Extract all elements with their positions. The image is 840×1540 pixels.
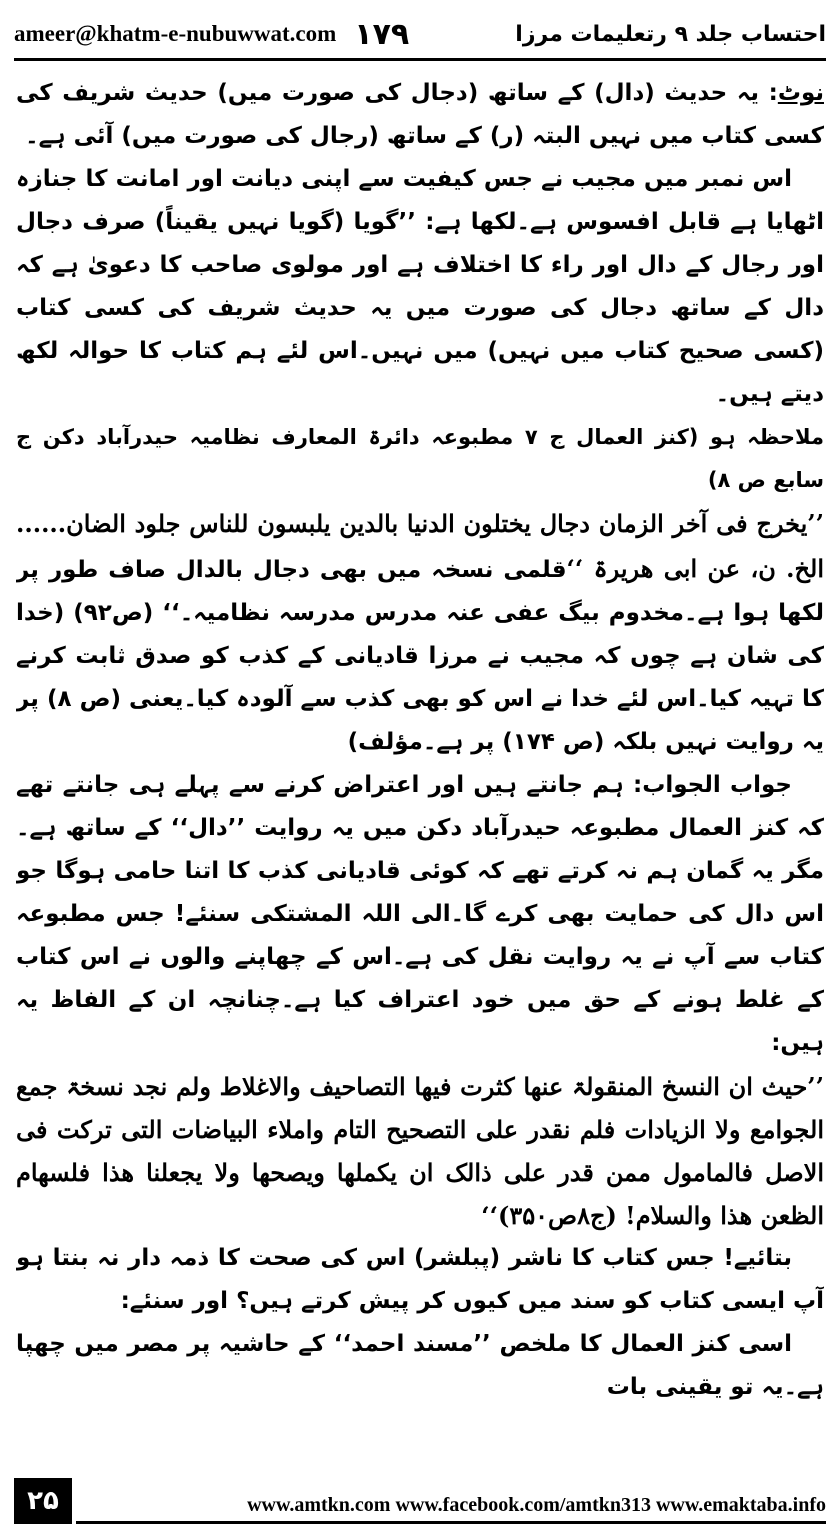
paragraph-3: جواب الجواب: ہم جانتے ہیں اور اعتراض کرنے سے پہلے ہی جانتے تھے کہ کنز العمال مطبوعہ حیدرآباد دکن میں یہ روایت ’’دال‘‘ کے ساتھ ہے۔مگر یہ گمان ہم نہ کرتے تھے کہ کوئی قادیانی کذب کا اتنا حامی ہوگا جو اس دال کی حمایت بھی کرے گا۔الی اللہ المشتکی سنئے! جس مطبوعہ کتاب سے آپ نے یہ روایت نقل کی ہے۔اس کے چھاپنے والوں نے اس کتاب کے غلط ہونے کے حق میں خود اعتراف کیا ہے۔چنانچہ ان کے الفاظ یہ ہیں: xyxy=(16,772,824,1056)
quote-1-urdu: قلمی نسخہ میں بھی دجال بالدال صاف طور پر لکھا ہوا ہے۔مخدوم بیگ عفی عنہ مدرس مدرسہ نظامیہ۔‘‘ (ص۹۲) (خدا کی شان ہے چوں کہ مجیب نے مرزا قادیانی کے کذب کو صدق ثابت کرنے کا تہیہ کیا۔اس لئے خدا نے اس کو بھی کذب سے آلودہ کیا۔یعنی (ص ۸) پر یہ روایت نہیں بلکہ (ص ۱۷۴) پر ہے۔مؤلف) xyxy=(16,557,824,755)
footer-line xyxy=(76,1521,826,1524)
page-footer xyxy=(14,1478,826,1524)
header-book-title: احتساب جلد ۹ رتعلیمات مرزا xyxy=(515,21,826,47)
quote-1 xyxy=(16,502,824,764)
note-label: نوٹ xyxy=(777,80,824,106)
header-email: ameer@khatm-e-nubuwwat.com xyxy=(14,21,337,46)
quote-2-arabic: ’’حیث ان النسخ المنقولۃ عنھا کثرت فیھا التصاحیف والاغلاط ولم نجد نسخۃ جمع الجوامع ولا الزیادات فلم نقدر علی التصحیح التام واملاء البیاضات التی ترکت فی الاصل فالمامول ممن قدر علی ذالک ان یکملھا ویصحھا ولا یجعلنا ھذا فلسھام الظعن ھذا والسلام! (ج۸ص۳۵۰)‘‘ xyxy=(16,1072,824,1230)
page-header xyxy=(14,10,826,61)
header-page-number: ۱۷۹ xyxy=(354,16,410,52)
footer-page-number: ۲۵ xyxy=(14,1478,72,1524)
page-body xyxy=(16,72,824,1457)
note-paragraph xyxy=(16,72,824,158)
footer-rule xyxy=(76,1494,826,1524)
note-text: : یہ حدیث (دال) کے ساتھ (دجال کی صورت میں) حدیث شریف کی کسی کتاب میں نہیں البتہ (ر) کے ساتھ (رجال کی صورت میں) آئی ہے۔ xyxy=(16,80,824,149)
paragraph-4: بتائیے! جس کتاب کا ناشر (پبلشر) اس کی صحت کا ذمہ دار نہ بنتا ہو آپ ایسی کتاب کو سند میں کیوں کر پیش کرتے ہیں؟ اور سنئے: xyxy=(16,1245,824,1314)
paragraph-5: اسی کنز العمال کا ملخص ’’مسند احمد‘‘ کے حاشیہ پر مصر میں چھپا ہے۔یہ تو یقینی بات xyxy=(16,1331,824,1400)
paragraph-1: اس نمبر میں مجیب نے جس کیفیت سے اپنی دیانت اور امانت کا جنازہ اٹھایا ہے قابل افسوس ہے۔لکھا ہے: ’’گویا (گویا نہیں یقیناً) صرف دجال اور رجال کے دال اور راء کا اختلاف ہے اور مولوی صاحب کا دعویٰ ہے کہ دال کے ساتھ دجال کی صورت میں یہ حدیث شریف کی کسی کتاب (کسی صحیح کتاب میں نہیں) میں نہیں۔اس لئے ہم کتاب کا حوالہ لکھ دیتے ہیں۔ xyxy=(16,166,824,407)
reference-line: ملاحظہ ہو (کنز العمال ج ۷ مطبوعہ دائرۃ المعارف نظامیہ حیدرآباد دکن ج سابع ص ۸) xyxy=(16,425,824,492)
quote-1-arabic: ’’یخرج فی آخر الزمان دجال یختلون الدنیا بالدین یلبسون للناس جلود الضان...... الخ. ن، عن ابی ھریرۃ ‘‘ xyxy=(16,509,824,583)
footer-urls: www.amtkn.com www.facebook.com/amtkn313 www.emaktaba.info xyxy=(247,1494,826,1516)
